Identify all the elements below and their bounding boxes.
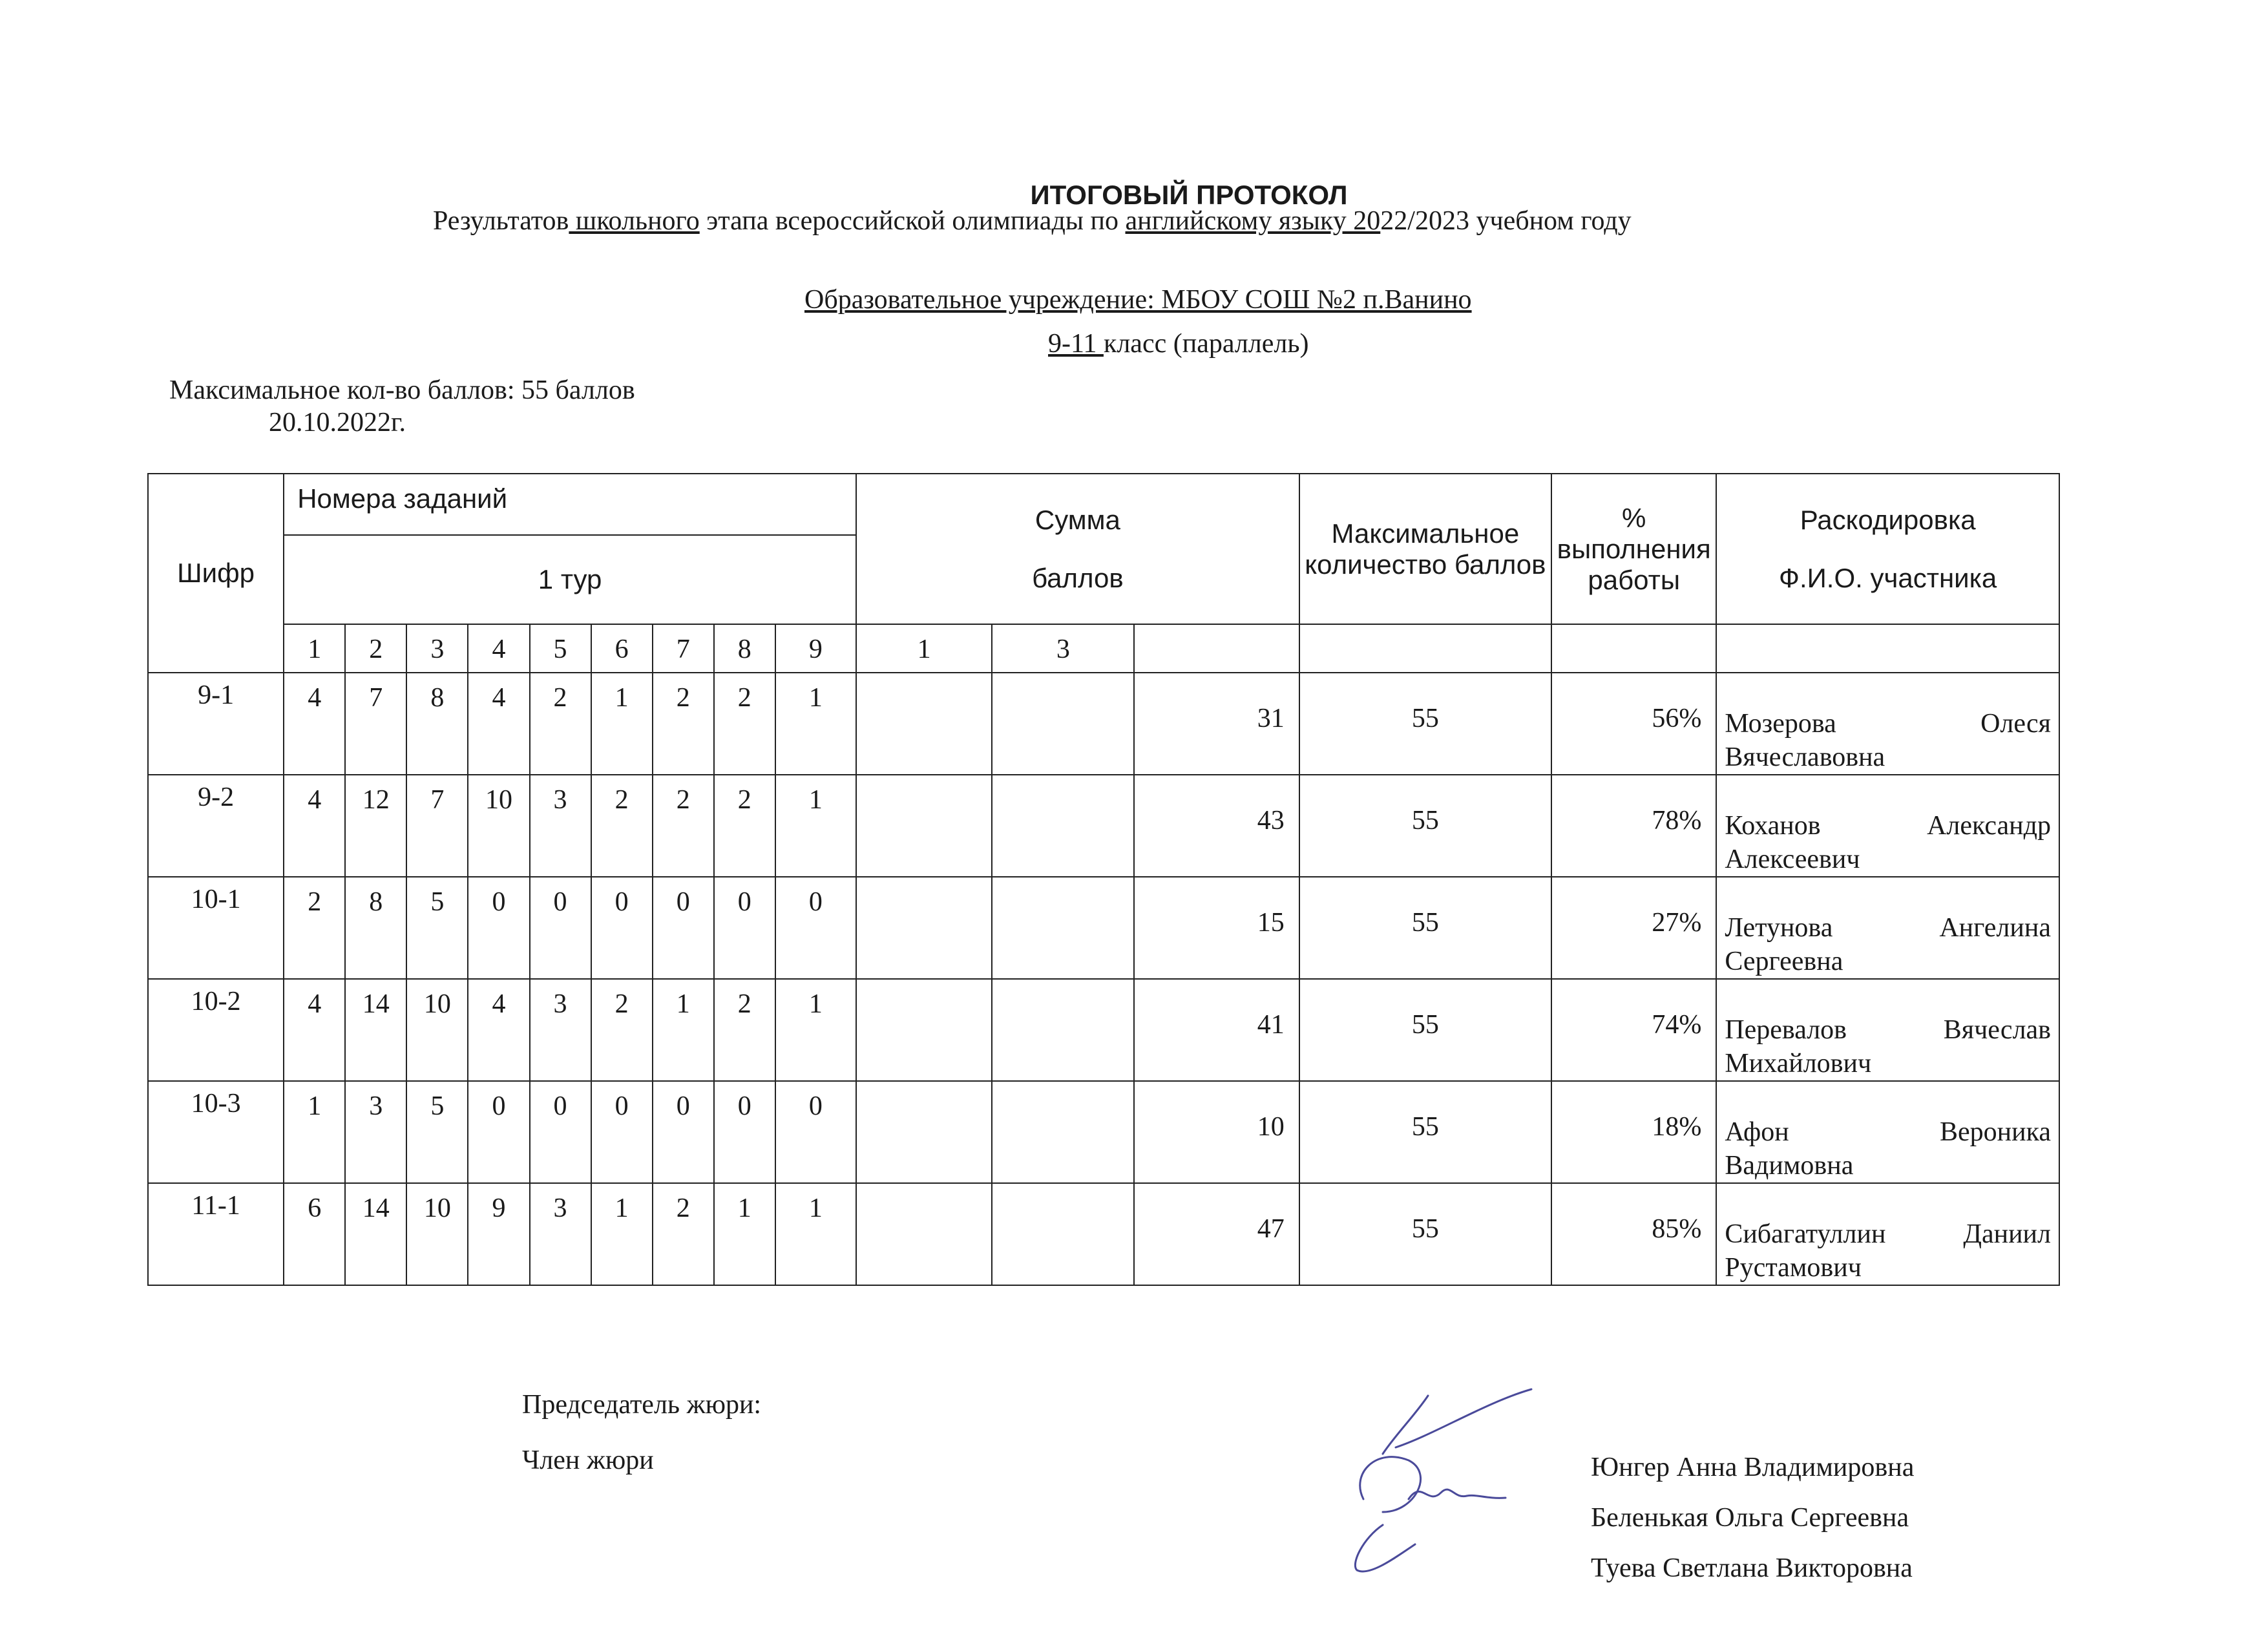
extra-score-empty	[992, 775, 1134, 877]
participant-name-word: Даниил	[1963, 1219, 2051, 1249]
header-code: Шифр	[148, 474, 284, 673]
subtitle-prefix: Результатов	[433, 206, 569, 236]
task-score: 1	[591, 673, 653, 775]
task-score: 9	[468, 1183, 529, 1285]
task-score: 2	[653, 1183, 714, 1285]
row-max: 55	[1299, 877, 1551, 979]
task-score: 1	[591, 1183, 653, 1285]
row-percent: 27%	[1551, 877, 1716, 979]
row-max: 55	[1299, 1183, 1551, 1285]
task-score: 2	[591, 979, 653, 1081]
task-score: 7	[345, 673, 406, 775]
subtitle-suffix: 22/2023 учебном году	[1380, 206, 1632, 236]
task-score: 0	[775, 877, 856, 979]
subtitle-subject: английскому языку 20	[1125, 206, 1381, 236]
task-score: 2	[530, 673, 591, 775]
row-sum: 43	[1134, 775, 1299, 877]
task-score: 1	[775, 775, 856, 877]
task-score: 0	[653, 877, 714, 979]
participant-name-line1	[1725, 911, 2051, 945]
extra-score-empty	[856, 673, 992, 775]
participant-name-word: Олеся	[1980, 709, 2051, 739]
task-score: 2	[714, 979, 775, 1081]
row-max: 55	[1299, 673, 1551, 775]
header-sum-line1: Сумма	[1034, 504, 1120, 535]
task-col-header: 9	[775, 624, 856, 673]
row-code: 9-1	[148, 673, 284, 775]
header-task-numbers: Номера заданий	[284, 474, 856, 535]
task-score: 1	[714, 1183, 775, 1285]
task-score: 4	[468, 979, 529, 1081]
protocol-title: ИТОГОВЫЙ ПРОТОКОЛ	[1030, 180, 1348, 210]
task-col-header: 1	[284, 624, 345, 673]
participant-name-line2: Михайлович	[1725, 1049, 1872, 1078]
participant-name-word: Коханов	[1725, 811, 1821, 841]
task-score: 0	[714, 877, 775, 979]
row-sum: 15	[1134, 877, 1299, 979]
row-max: 55	[1299, 1081, 1551, 1183]
participant-name-line2: Вячеславовна	[1725, 742, 1885, 772]
extra-score-empty	[992, 1183, 1134, 1285]
row-code: 10-1	[148, 877, 284, 979]
empty-header-cell	[1551, 624, 1716, 673]
subtitle-stage: школьного	[569, 206, 700, 236]
task-score: 0	[468, 877, 529, 979]
task-score: 0	[653, 1081, 714, 1183]
participant-name-word: Афон	[1725, 1117, 1789, 1147]
subtitle-mid: этапа всероссийской олимпиады по	[699, 206, 1126, 236]
row-code: 9-2	[148, 775, 284, 877]
row-percent: 74%	[1551, 979, 1716, 1081]
header-round: 1 тур	[284, 535, 856, 624]
task-col-header: 8	[714, 624, 775, 673]
header-decode-line2: Ф.И.О. участника	[1779, 562, 1997, 593]
header-sum-line2: баллов	[1032, 562, 1124, 593]
signature-stroke	[1383, 1396, 1428, 1454]
row-percent: 18%	[1551, 1081, 1716, 1183]
row-code: 11-1	[148, 1183, 284, 1285]
task-score: 0	[468, 1081, 529, 1183]
grade-rest: класс (параллель)	[1103, 329, 1309, 359]
task-score: 1	[775, 1183, 856, 1285]
participant-name-line2: Алексеевич	[1725, 845, 1860, 874]
extra-score-empty	[856, 1183, 992, 1285]
task-score: 3	[345, 1081, 406, 1183]
participant-name	[1716, 1081, 2059, 1183]
chairman-label: Председатель жюри:	[522, 1390, 762, 1420]
task-score: 10	[468, 775, 529, 877]
extra-score-empty	[856, 775, 992, 877]
row-max: 55	[1299, 979, 1551, 1081]
max-points-line: Максимальное кол-во баллов: 55 баллов	[169, 375, 635, 405]
participant-name-line1	[1725, 1013, 2051, 1047]
grade-range: 9-11	[1048, 329, 1104, 359]
task-score: 14	[345, 979, 406, 1081]
task-score: 0	[591, 1081, 653, 1183]
participant-name	[1716, 979, 2059, 1081]
extra-score-empty	[856, 1081, 992, 1183]
task-score: 4	[468, 673, 529, 775]
participant-name-line1	[1725, 707, 2051, 740]
extra-score-empty	[992, 979, 1134, 1081]
participant-name	[1716, 775, 2059, 877]
task-score: 4	[284, 673, 345, 775]
participant-name-word: Сибагатуллин	[1725, 1219, 1886, 1249]
participant-name-line1	[1725, 1115, 2051, 1149]
extra-score-empty	[992, 877, 1134, 979]
signature-image	[1338, 1376, 1551, 1583]
participant-name-line2: Рустамович	[1725, 1253, 1862, 1283]
row-percent: 85%	[1551, 1183, 1716, 1285]
task-score: 12	[345, 775, 406, 877]
signature-stroke	[1409, 1489, 1506, 1499]
grade-line	[1048, 328, 1309, 359]
task-score: 8	[345, 877, 406, 979]
task-score: 10	[406, 979, 468, 1081]
extra-score-empty	[992, 1081, 1134, 1183]
task-score: 3	[530, 775, 591, 877]
task-score: 2	[653, 673, 714, 775]
extra-col-header: 3	[992, 624, 1134, 673]
row-code: 10-2	[148, 979, 284, 1081]
header-decode-line1: Раскодировка	[1800, 504, 1976, 535]
task-score: 0	[775, 1081, 856, 1183]
participant-name-line2: Сергеевна	[1725, 947, 1843, 976]
task-score: 10	[406, 1183, 468, 1285]
task-score: 0	[714, 1081, 775, 1183]
task-score: 5	[406, 1081, 468, 1183]
participant-name-line1	[1725, 1217, 2051, 1251]
task-col-header: 2	[345, 624, 406, 673]
header-max: Максимальное количество баллов	[1299, 474, 1551, 624]
task-score: 4	[284, 775, 345, 877]
participant-name-word: Перевалов	[1725, 1015, 1847, 1045]
task-col-header: 4	[468, 624, 529, 673]
participant-row	[148, 673, 2059, 775]
empty-header-cell	[1299, 624, 1551, 673]
task-score: 1	[284, 1081, 345, 1183]
participant-row	[148, 775, 2059, 877]
task-col-header: 3	[406, 624, 468, 673]
task-score: 14	[345, 1183, 406, 1285]
header-decode	[1716, 474, 2059, 624]
task-score: 2	[714, 673, 775, 775]
participant-name-word: Мозерова	[1725, 709, 1836, 739]
participant-name-word: Летунова	[1725, 913, 1833, 943]
empty-header-cell	[1716, 624, 2059, 673]
participant-name-word: Ангелина	[1939, 913, 2051, 943]
participant-name-line1	[1725, 809, 2051, 843]
extra-col-header: 1	[856, 624, 992, 673]
task-col-header: 5	[530, 624, 591, 673]
task-score: 4	[284, 979, 345, 1081]
participant-row	[148, 1183, 2059, 1285]
task-col-header: 7	[653, 624, 714, 673]
task-score: 2	[591, 775, 653, 877]
member-label: Член жюри	[522, 1445, 654, 1475]
olympiad-date: 20.10.2022г.	[269, 408, 406, 437]
task-score: 1	[653, 979, 714, 1081]
row-sum: 41	[1134, 979, 1299, 1081]
row-sum: 10	[1134, 1081, 1299, 1183]
task-score: 0	[530, 877, 591, 979]
extra-score-empty	[856, 979, 992, 1081]
task-score: 5	[406, 877, 468, 979]
participant-row	[148, 979, 2059, 1081]
task-score: 3	[530, 1183, 591, 1285]
task-score: 2	[284, 877, 345, 979]
empty-header-cell	[1134, 624, 1299, 673]
header-pct: % выполнения работы	[1551, 474, 1716, 624]
participant-name	[1716, 673, 2059, 775]
task-score: 2	[653, 775, 714, 877]
participant-name-word: Вероника	[1939, 1117, 2051, 1147]
results-table	[147, 473, 2060, 1286]
row-code: 10-3	[148, 1081, 284, 1183]
extra-score-empty	[992, 673, 1134, 775]
jury-members	[1591, 1442, 1914, 1593]
participant-name	[1716, 877, 2059, 979]
task-score: 0	[591, 877, 653, 979]
institution-line: Образовательное учреждение: МБОУ СОШ №2 п.Ванино	[804, 285, 1472, 315]
participant-name-word: Александр	[1927, 811, 2051, 841]
task-score: 0	[530, 1081, 591, 1183]
task-score: 7	[406, 775, 468, 877]
row-percent: 56%	[1551, 673, 1716, 775]
participant-name-line2: Вадимовна	[1725, 1151, 1854, 1181]
participant-row	[148, 877, 2059, 979]
protocol-subtitle	[433, 205, 1632, 236]
signature-stroke	[1355, 1525, 1415, 1571]
participant-row	[148, 1081, 2059, 1183]
signature-stroke	[1396, 1389, 1531, 1447]
task-score: 3	[530, 979, 591, 1081]
row-max: 55	[1299, 775, 1551, 877]
signature-stroke	[1360, 1457, 1421, 1512]
task-score: 2	[714, 775, 775, 877]
task-col-header: 6	[591, 624, 653, 673]
row-percent: 78%	[1551, 775, 1716, 877]
header-sum	[856, 474, 1299, 624]
task-score: 8	[406, 673, 468, 775]
row-sum: 31	[1134, 673, 1299, 775]
jury-member: Юнгер Анна Владимировна	[1591, 1453, 1915, 1482]
jury-member: Туева Светлана Викторовна	[1591, 1553, 1913, 1583]
task-score: 1	[775, 673, 856, 775]
task-score: 6	[284, 1183, 345, 1285]
task-score: 1	[775, 979, 856, 1081]
participant-name	[1716, 1183, 2059, 1285]
extra-score-empty	[856, 877, 992, 979]
participant-name-word: Вячеслав	[1943, 1015, 2051, 1045]
jury-member: Беленькая Ольга Сергеевна	[1591, 1503, 1909, 1533]
row-sum: 47	[1134, 1183, 1299, 1285]
